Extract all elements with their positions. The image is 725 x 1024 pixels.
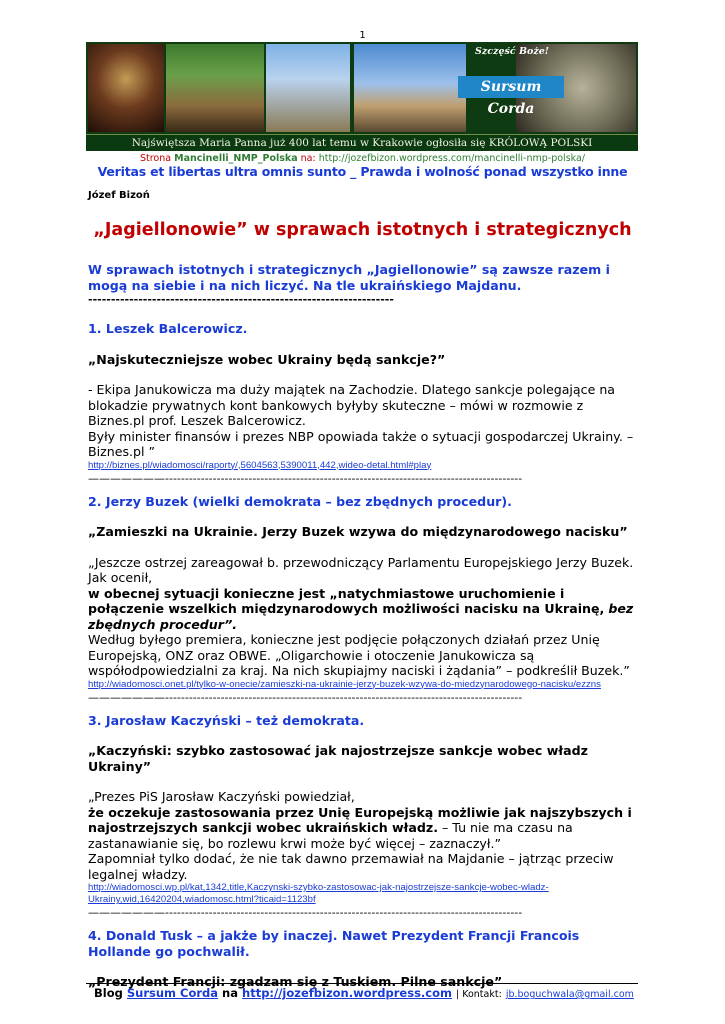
banner-brand: Sursum Corda bbox=[458, 76, 564, 98]
section-3-body-rest: Zapomniał tylko dodać, że nie tak dawno przemawiał na Majdanie – jątrząc przeciw legalnej władzy. bbox=[88, 851, 614, 882]
section-2-body-intro: „Jeszcze ostrzej zareagował b. przewodniczący Parlamentu Europejskiego Jerzy Buzek. Jak ocenił, bbox=[88, 554, 634, 585]
church-image bbox=[266, 44, 350, 132]
page-footer bbox=[86, 983, 638, 1014]
footer-blog-name[interactable]: Sursum Corda bbox=[126, 986, 219, 1000]
section-2-quote-title: „Zamieszki na Ukrainie. Jerzy Buzek wzywa do międzynarodowego nacisku” bbox=[88, 524, 628, 539]
wawel-castle-image bbox=[354, 44, 466, 132]
forest-image bbox=[166, 44, 264, 132]
madonna-icon-image bbox=[88, 44, 164, 132]
section-3-link[interactable]: http://wiadomosci.wp.pl/kat,1342,title,Kaczynski-szybko-zastosowac-jak-najostrzejsze-sankcje-wobec-wladz-Ukrainy,wid,16420204,wiadomosc.html?ticaid=1123bf bbox=[88, 882, 549, 905]
header-banner bbox=[86, 42, 638, 151]
section-1-body-1: - Ekipa Janukowicza ma duży majątek na Zachodzie. Dlatego sankcje polegające na blokadzie prywatnych kont bankowych byłyby skuteczne – mówi w rozmowie z Biznes.pl prof. Leszek Balcerowicz. bbox=[88, 382, 616, 428]
source-mid: na: bbox=[300, 153, 316, 164]
section-3-body-bold: że oczekuje zastosowania przez Unię Europejską możliwie jak najszybszych i najostrzejszych sankcji wobec ukraińskich władz. bbox=[88, 804, 632, 835]
banner-caption: Najświętsza Maria Panna już 400 lat temu w Krakowie ogłosiła się KRÓLOWĄ POLSKI bbox=[86, 134, 638, 151]
separator: ———————------------------------------------------------------------------------------------------ bbox=[88, 906, 523, 919]
intro-rule: ------------------------------------------------------------------- bbox=[88, 293, 394, 306]
section-2-link[interactable]: http://wiadomosci.onet.pl/tylko-w-onecie/zamieszki-na-ukrainie-jerzy-buzek-wzywa-do-miedzynarodowego-nacisku/ezzns bbox=[88, 678, 601, 690]
footer-blog-url[interactable]: http://jozefbizon.wordpress.com bbox=[242, 986, 452, 1000]
separator: ———————------------------------------------------------------------------------------------------ bbox=[88, 471, 523, 485]
banner-greeting: Szczęść Boże! bbox=[475, 46, 549, 57]
page-number: 1 bbox=[359, 30, 366, 41]
section-2-body-bold-italic: bez zbędnych procedur”. bbox=[88, 601, 634, 632]
motto: Veritas et libertas ultra omnis sunto _ Prawda i wolność ponad wszystko inne bbox=[97, 164, 628, 179]
footer-contact-label: | Kontakt: bbox=[456, 989, 502, 1000]
section-3-body-intro: „Prezes PiS Jarosław Kaczyński powiedział, bbox=[88, 789, 355, 804]
section-2-body-rest: Według byłego premiera, konieczne jest podjęcie połączonych działań przez Unię Europejską, ONZ oraz OBWE. „Oligarchowie i otoczenie Janukowicza są współodpowiedzialni za kraj. Na nich skupiajmy naciski i żądania” – podkreślił Buzek.” bbox=[88, 632, 630, 678]
source-line bbox=[0, 153, 725, 164]
page-title: „Jagiellonowie” w sprawach istotnych i strategicznych bbox=[93, 220, 632, 240]
section-3-heading: 3. Jarosław Kaczyński – też demokrata. bbox=[88, 712, 365, 728]
section-1-link[interactable]: http://biznes.pl/wiadomosci/raporty/,5604563,5390011,442,wideo-detal.html#play bbox=[88, 459, 432, 471]
section-4-quote-title: „Prezydent Francji: zgadzam się z Tuskiem. Pilne sankcje” bbox=[88, 974, 503, 989]
section-4-heading: 4. Donald Tusk – a jakże by inaczej. Nawet Prezydent Francji Francois Hollande go pochwalił. bbox=[88, 928, 580, 959]
article-body bbox=[88, 262, 636, 990]
section-2-body-bold: w obecnej sytuacji konieczne jest „natychmiastowe uruchomienie i połączenie wszelkich międzynarodowych możliwości nacisku na Ukrainę, bbox=[88, 585, 605, 616]
section-1-quote-title: „Najskuteczniejsze wobec Ukrainy będą sankcje?” bbox=[88, 351, 446, 367]
intro: W sprawach istotnych i strategicznych „Jagiellonowie” są zawsze razem i mogą na siebie i na nich liczyć. Na tle ukraińskiego Majdanu. bbox=[88, 262, 610, 293]
footer-on-label: na bbox=[222, 986, 238, 1000]
section-2-heading: 2. Jerzy Buzek (wielki demokrata – bez zbędnych procedur). bbox=[88, 493, 512, 509]
section-3-quote-title: „Kaczyński: szybko zastosować jak najostrzejsze sankcje wobec władz Ukrainy” bbox=[88, 743, 588, 774]
footer-contact-email[interactable]: jb.boguchwala@gmail.com bbox=[505, 989, 634, 1000]
footer-blog-label: Blog bbox=[94, 986, 123, 1000]
section-1-heading: 1. Leszek Balcerowicz. bbox=[88, 321, 248, 336]
section-1-body-2: Były minister finansów i prezes NBP opowiada także o sytuacji gospodarczej Ukrainy. – Biznes.pl ” bbox=[88, 428, 634, 459]
source-url[interactable]: http://jozefbizon.wordpress.com/mancinelli-nmp-polska/ bbox=[318, 153, 585, 164]
source-name: Mancinelli_NMP_Polska bbox=[174, 153, 298, 164]
section-3-body-after-bold: – Tu nie ma czasu na zastanawianie się, bo rozlewu krwi może być więcej – zaznaczył.” bbox=[88, 820, 573, 851]
source-prefix: Strona bbox=[139, 153, 172, 164]
separator: ———————------------------------------------------------------------------------------------------ bbox=[88, 690, 523, 704]
author: Józef Bizoń bbox=[88, 190, 150, 201]
